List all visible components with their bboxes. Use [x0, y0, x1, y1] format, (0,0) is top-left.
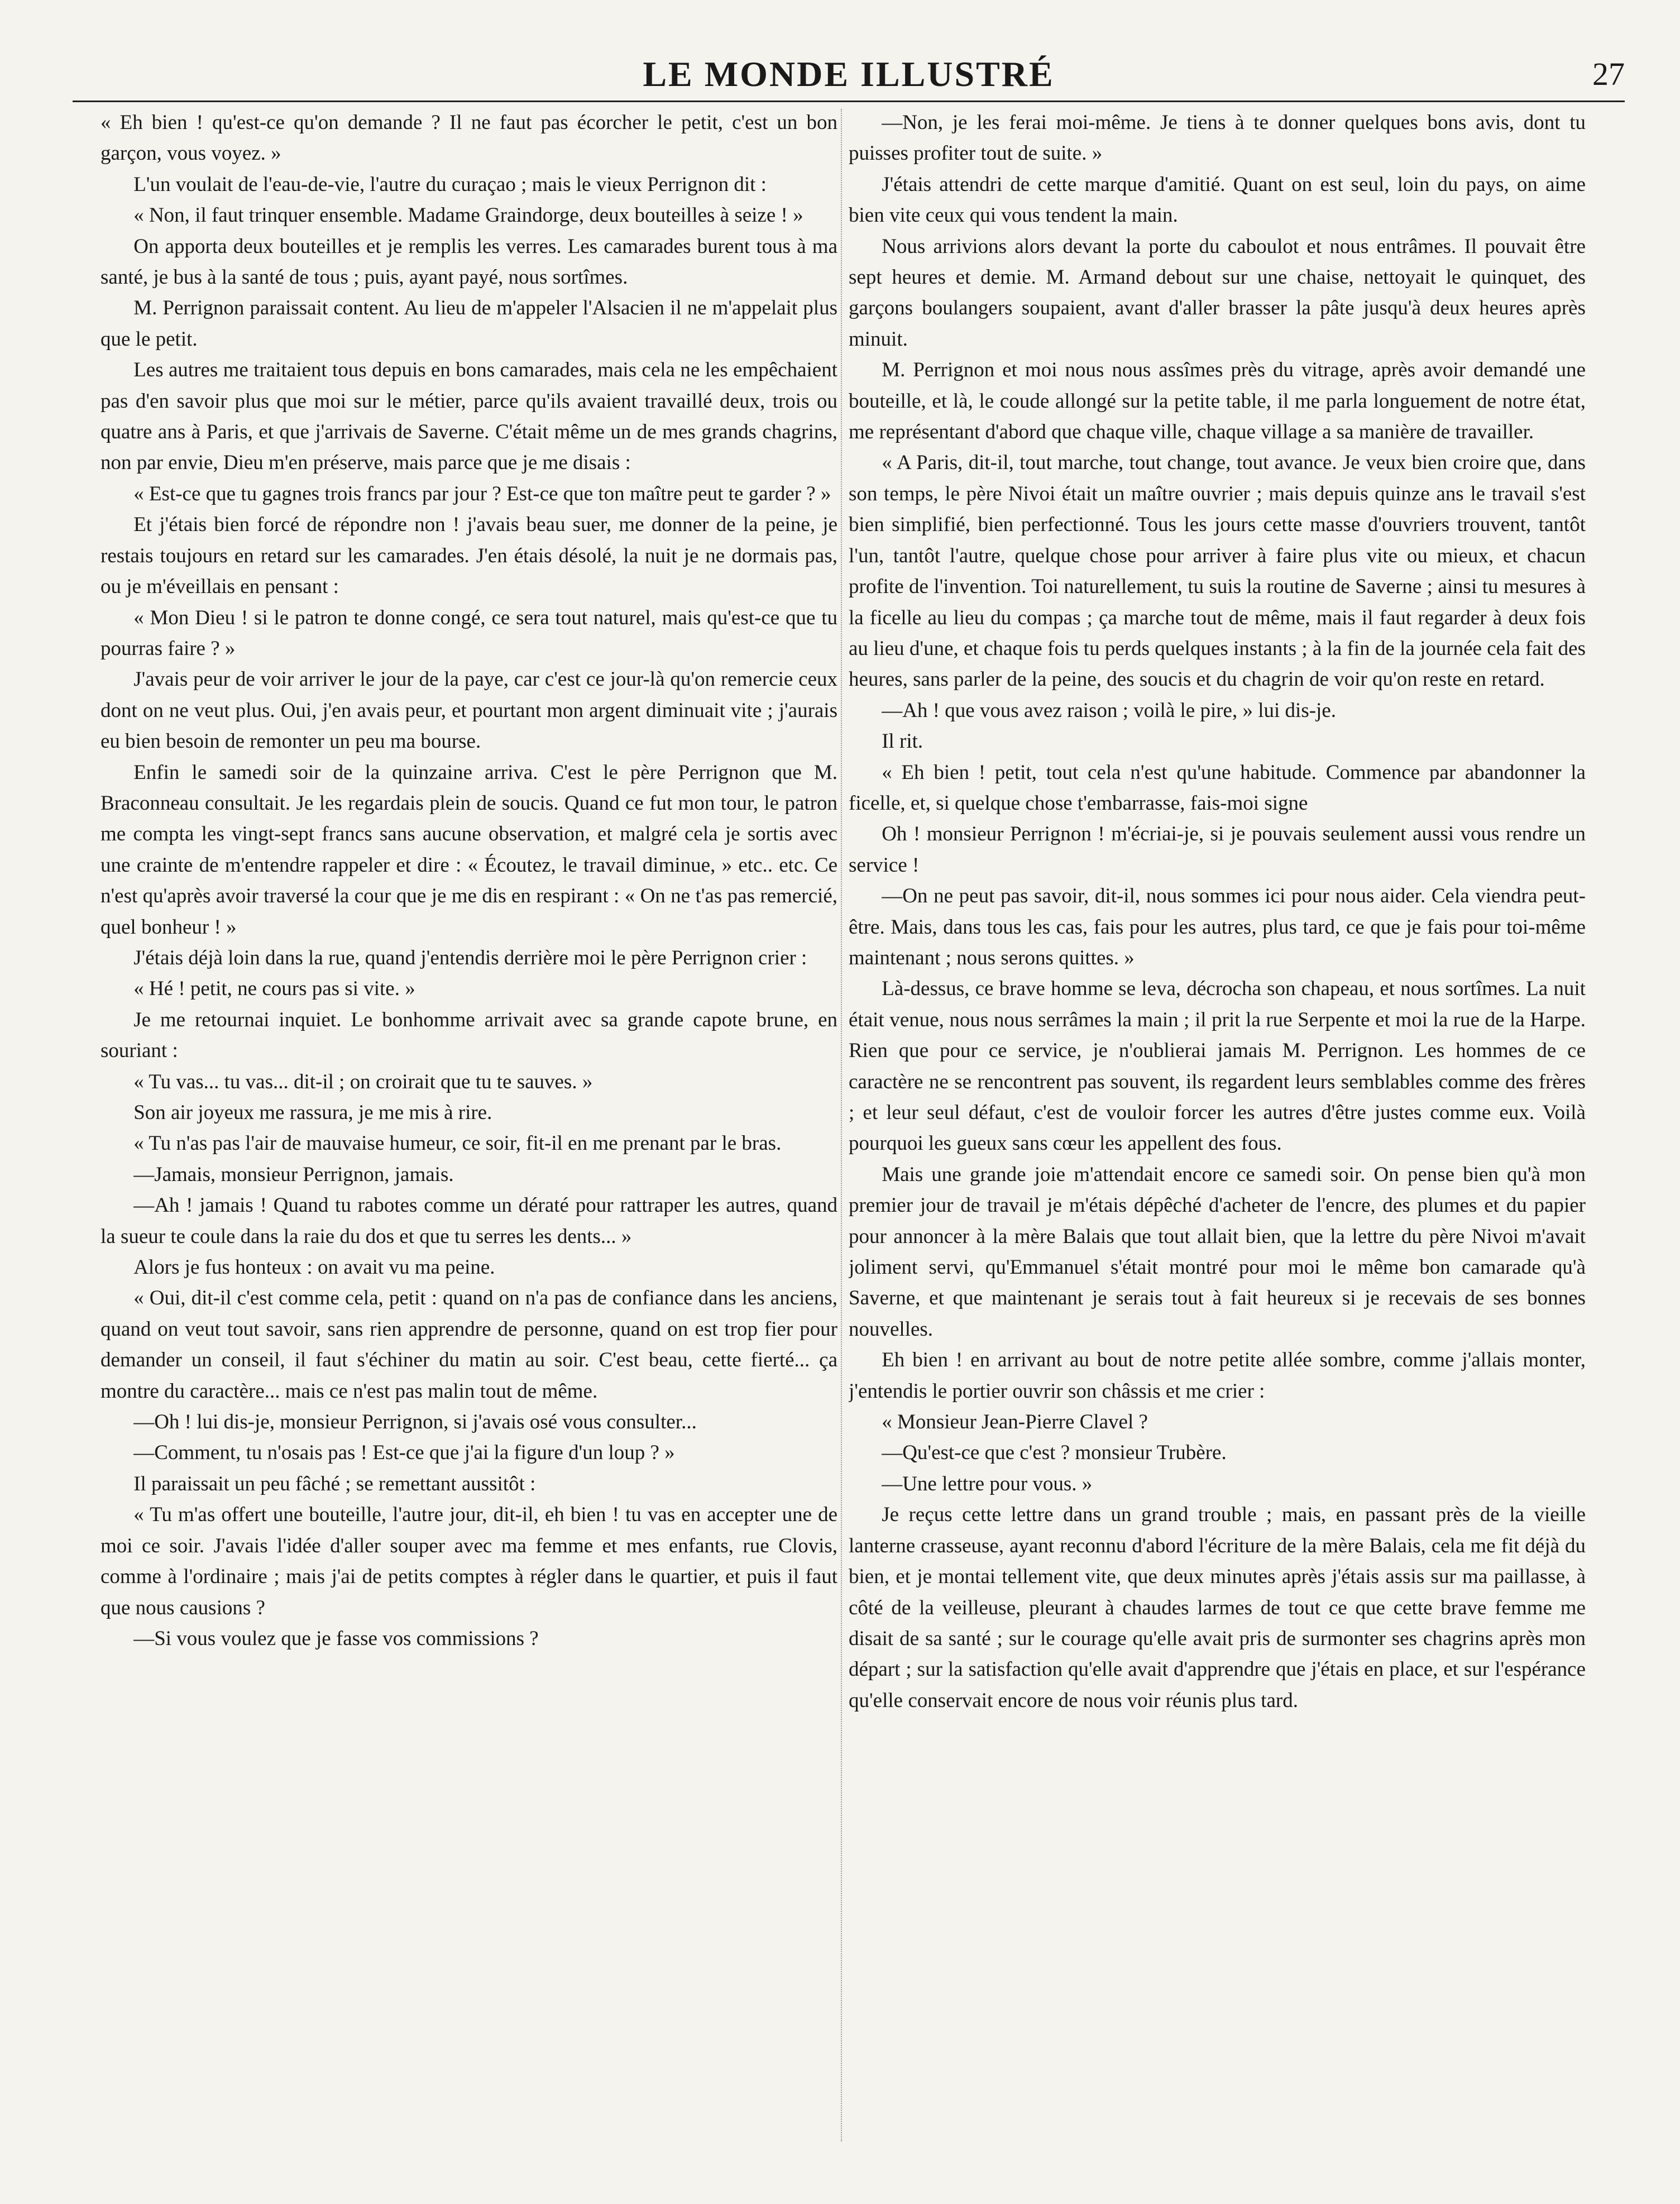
- paragraph: Je reçus cette lettre dans un grand trouble ; mais, en passant près de la vieille lanterne crasseuse, ayant reconnu d'abord l'écriture de la mère Balais, cela me fit déjà du bien, et je montai tellement vite, que deux minutes après j'étais assis sur ma paillasse, à côté de la veilleuse, pleurant à chaudes larmes de tout ce que cette brave femme me disait de sa santé ; sur le courage qu'elle avait pris de surmonter ses chagrins après mon départ ; sur la satisfaction qu'elle avait d'apprendre que j'étais en place, et sur l'espérance qu'elle conservait encore de nous voir réunis plus tard.: [849, 1503, 1586, 1712]
- paragraph: « Est-ce que tu gagnes trois francs par jour ? Est-ce que ton maître peut te garder ? »: [133, 482, 831, 505]
- paragraph: Là-dessus, ce brave homme se leva, décrocha son chapeau, et nous sortîmes. La nuit était venue, nous nous serrâmes la main ; il prit la rue Serpente et moi la rue de la Harpe. Rien que pour ce service, je n'oublierai jamais M. Perrignon. Les hommes de ce caractère ne se rencontrent pas souvent, ils regardent leurs semblables comme des frères ; et leur seul défaut, c'est de vouloir forcer les autres d'être justes comme eux. Voilà pourquoi les gueux sans cœur les appellent des fous.: [849, 977, 1586, 1155]
- column-divider: [841, 109, 842, 2141]
- masthead-title: LE MONDE ILLUSTRÉ: [643, 54, 1055, 94]
- page-header: [73, 49, 1625, 99]
- paragraph: Enfin le samedi soir de la quinzaine arriva. C'est le père Perrignon que M. Braconneau consultait. Je les regardais plein de soucis. Quand ce fut mon tour, le patron me compta les vingt-sept francs sans aucune observation, et malgré cela je sortis avec une crainte de m'entendre rappeler et dire : « Écoutez, le travail diminue, » etc.. etc. Ce n'est qu'après avoir traversé la cour que je me dis en respirant : « On ne t'as pas remercié, quel bonheur ! »: [100, 761, 837, 939]
- paragraph: Mais une grande joie m'attendait encore ce samedi soir. On pense bien qu'à mon premier jour de travail je m'étais dépêché d'acheter de l'encre, des plumes et du papier pour annoncer à la mère Balais que tout allait bien, que la lettre du père Nivoi m'avait joliment servi, qu'Emmanuel s'était montré pour moi le même bon camarade qu'à Saverne, et que maintenant je serais tout à fait heureux si je recevais de ses bonnes nouvelles.: [849, 1163, 1586, 1341]
- paragraph: —Oh ! lui dis-je, monsieur Perrignon, si j'avais osé vous consulter...: [133, 1411, 697, 1434]
- paragraph: —Jamais, monsieur Perrignon, jamais.: [133, 1163, 454, 1186]
- paragraph: Je me retournai inquiet. Le bonhomme arrivait avec sa grande capote brune, en souriant :: [100, 1008, 837, 1063]
- paragraph: « Eh bien ! petit, tout cela n'est qu'une habitude. Commence par abandonner la ficelle, et, si quelque chose t'embarrasse, fais-moi signe: [849, 761, 1586, 815]
- paragraph: Les autres me traitaient tous depuis en bons camarades, mais cela ne les empêchaient pas d'en savoir plus que moi sur le métier, parce qu'ils avaient travaillé deux, trois ou quatre ans à Paris, et que j'arrivais de Saverne. C'était même un de mes grands chagrins, non par envie, Dieu m'en préserve, mais parce que je me disais :: [100, 358, 837, 475]
- left-column: [100, 107, 837, 2162]
- paragraph: —Non, je les ferai moi-même. Je tiens à te donner quelques bons avis, dont tu puisses profiter tout de suite. »: [849, 111, 1586, 165]
- paragraph: « Tu n'as pas l'air de mauvaise humeur, ce soir, fit-il en me prenant par le bras.: [133, 1132, 782, 1155]
- paragraph: —Une lettre pour vous. »: [882, 1472, 1093, 1495]
- paragraph: « A Paris, dit-il, tout marche, tout change, tout avance. Je veux bien croire que, dans son temps, le père Nivoi était un maître ouvrier ; mais depuis quinze ans le travail s'est bien simplifié, bien perfectionné. Tous les jours cette masse d'ouvriers trouvent, tantôt l'un, tantôt l'autre, quelque chose pour arriver à faire plus vite ou mieux, et chacun profite de l'invention. Toi naturellement, tu suis la routine de Saverne ; ainsi tu mesures à la ficelle au lieu du compas ; ça marche tout de même, mais il faut regarder à deux fois au lieu d'une, et chaque fois tu perds quelques instants ; à la fin de la journée cela fait des heures, sans parler de la peine, des soucis et du chagrin de voir qu'on reste en retard.: [849, 451, 1586, 691]
- paragraph: J'étais déjà loin dans la rue, quand j'entendis derrière moi le père Perrignon crier :: [133, 946, 807, 969]
- paragraph: Son air joyeux me rassura, je me mis à rire.: [133, 1101, 492, 1124]
- paragraph: Eh bien ! en arrivant au bout de notre petite allée sombre, comme j'allais monter, j'entendis le portier ouvrir son châssis et me crier :: [849, 1349, 1586, 1403]
- paragraph: J'étais attendri de cette marque d'amitié. Quant on est seul, loin du pays, on aime bien vite ceux qui vous tendent la main.: [849, 173, 1586, 227]
- paragraph: Il rit.: [882, 730, 923, 753]
- paragraph: —Comment, tu n'osais pas ! Est-ce que j'ai la figure d'un loup ? »: [133, 1441, 675, 1465]
- paragraph: J'avais peur de voir arriver le jour de la paye, car c'est ce jour-là qu'on remercie ceux dont on ne veut plus. Oui, j'en avais peur, et pourtant mon argent diminuait vite ; j'aurais eu bien besoin de remonter un peu ma bourse.: [100, 668, 837, 753]
- paragraph: L'un voulait de l'eau-de-vie, l'autre du curaçao ; mais le vieux Perrignon dit :: [133, 173, 767, 196]
- paragraph: —Ah ! que vous avez raison ; voilà le pire, » lui dis-je.: [882, 699, 1336, 722]
- paragraph: —On ne peut pas savoir, dit-il, nous sommes ici pour nous aider. Cela viendra peut-être. Mais, dans tous les cas, fais pour les autres, plus tard, ce que je fais pour toi-même maintenant ; nous serons quittes. »: [849, 885, 1586, 969]
- header-rule: [73, 101, 1625, 102]
- paragraph: « Hé ! petit, ne cours pas si vite. »: [133, 977, 415, 1001]
- paragraph: On apporta deux bouteilles et je remplis les verres. Les camarades burent tous à ma santé, je bus à la santé de tous ; puis, ayant payé, nous sortîmes.: [100, 235, 837, 289]
- page-number: 27: [1592, 56, 1625, 92]
- paragraph: « Tu vas... tu vas... dit-il ; on croirait que tu te sauves. »: [133, 1070, 593, 1093]
- paragraph: Il paraissait un peu fâché ; se remettant aussitôt :: [133, 1472, 536, 1495]
- paragraph: Nous arrivions alors devant la porte du caboulot et nous entrâmes. Il pouvait être sept heures et demie. M. Armand debout sur une chaise, nettoyait le quinquet, des garçons boulangers soupaient, avant d'aller brasser la pâte jusqu'à deux heures après minuit.: [849, 235, 1586, 351]
- paragraph: « Oui, dit-il c'est comme cela, petit : quand on n'a pas de confiance dans les anciens, quand on veut tout savoir, sans rien apprendre de personne, quand on est trop fier pour demander un conseil, il faut s'échiner du matin au soir. C'est beau, cette fierté... ça montre du caractère... mais ce n'est pas malin tout de même.: [100, 1287, 837, 1403]
- paragraph: —Si vous voulez que je fasse vos commissions ?: [133, 1627, 539, 1650]
- paragraph: M. Perrignon paraissait content. Au lieu de m'appeler l'Alsacien il ne m'appelait plus que le petit.: [100, 297, 837, 351]
- paragraph: Et j'étais bien forcé de répondre non ! j'avais beau suer, me donner de la peine, je restais toujours en retard sur les camarades. J'en étais désolé, la nuit je ne dormais pas, ou je m'éveillais en pensant :: [100, 513, 837, 599]
- paragraph: —Ah ! jamais ! Quand tu rabotes comme un dératé pour rattraper les autres, quand la sueur te coule dans la raie du dos et que tu serres les dents... »: [100, 1194, 837, 1248]
- paragraph: M. Perrignon et moi nous nous assîmes près du vitrage, après avoir demandé une bouteille, et là, le coude allongé sur la petite table, il me parla longuement de notre état, me représentant d'abord que chaque ville, chaque village a sa manière de travailler.: [849, 358, 1586, 444]
- paragraph: —Qu'est-ce que c'est ? monsieur Trubère.: [882, 1441, 1227, 1465]
- paragraph: « Tu m'as offert une bouteille, l'autre jour, dit-il, eh bien ! tu vas en accepter une de moi ce soir. J'avais l'idée d'aller souper avec ma femme et mes enfants, rue Clovis, comme à l'ordinaire ; mais j'ai de petits comptes à régler dans le quartier, et puis il faut que nous causions ?: [100, 1503, 837, 1619]
- right-column: [849, 107, 1586, 2162]
- paragraph: Alors je fus honteux : on avait vu ma peine.: [133, 1256, 495, 1279]
- paragraph: « Mon Dieu ! si le patron te donne congé, ce sera tout naturel, mais qu'est-ce que tu pourras faire ? »: [100, 606, 837, 660]
- paragraph: « Monsieur Jean-Pierre Clavel ?: [882, 1411, 1148, 1434]
- paragraph: Oh ! monsieur Perrignon ! m'écriai-je, si je pouvais seulement aussi vous rendre un service !: [849, 823, 1586, 877]
- paragraph: « Eh bien ! qu'est-ce qu'on demande ? Il ne faut pas écorcher le petit, c'est un bon garçon, vous voyez. »: [100, 111, 837, 165]
- paragraph: « Non, il faut trinquer ensemble. Madame Graindorge, deux bouteilles à seize ! »: [133, 204, 803, 227]
